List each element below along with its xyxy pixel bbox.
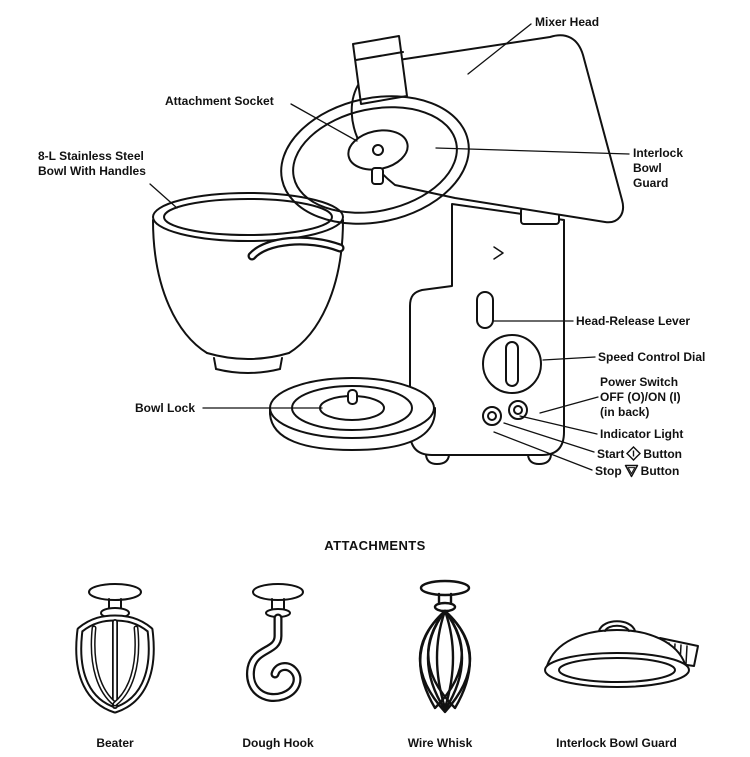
start-diamond-icon [626, 446, 641, 461]
label-stop-button-word: Button [640, 464, 680, 478]
head-release-lever-art [477, 292, 493, 328]
label-bowl [38, 149, 146, 179]
label-power-switch [600, 375, 681, 420]
label-start-button-word: Button [643, 447, 682, 461]
speed-control-dial-art [483, 335, 541, 393]
label-stop-button [595, 464, 679, 479]
label-interlock-line1: Interlock [633, 146, 684, 160]
caption-dough-hook: Dough Hook [242, 736, 314, 750]
caption-wire-whisk: Wire Whisk [407, 736, 473, 750]
label-interlock-bowl-guard [633, 146, 683, 191]
label-start-button [597, 446, 682, 462]
label-interlock-line3: Guard [633, 176, 669, 190]
label-interlock-line2: Bowl [633, 161, 662, 175]
label-bowl-line1: 8-L Stainless Steel [38, 149, 144, 163]
label-power-line1: Power Switch [600, 375, 679, 389]
mixer-head-art [352, 35, 623, 222]
mixer-body [410, 204, 564, 464]
bowl-art [153, 193, 343, 373]
label-power-line2: OFF (O)/ON (I) [600, 390, 681, 404]
label-speed-control-dial: Speed Control Dial [598, 350, 706, 364]
bowl-lock-art [270, 378, 435, 450]
label-stop-text: Stop [595, 464, 622, 478]
label-bowl-line2: Bowl With Handles [38, 164, 146, 178]
label-power-line3: (in back) [600, 405, 650, 419]
label-mixer-head: Mixer Head [535, 15, 600, 29]
caption-beater: Beater [96, 736, 134, 750]
wire-whisk-icon [385, 578, 505, 720]
label-bowl-lock: Bowl Lock [135, 401, 196, 415]
label-indicator-light: Indicator Light [600, 427, 684, 441]
dough-hook-icon [225, 582, 335, 720]
label-start-text: Start [597, 447, 625, 461]
label-attachment-socket: Attachment Socket [165, 94, 274, 108]
attachments-heading: ATTACHMENTS [324, 538, 426, 553]
caption-interlock-bowl-guard: Interlock Bowl Guard [556, 736, 677, 750]
stop-triangle-icon [624, 464, 639, 478]
interlock-bowl-guard-icon [535, 602, 710, 702]
label-head-release-lever: Head-Release Lever [576, 314, 691, 328]
beater-icon [60, 582, 170, 720]
